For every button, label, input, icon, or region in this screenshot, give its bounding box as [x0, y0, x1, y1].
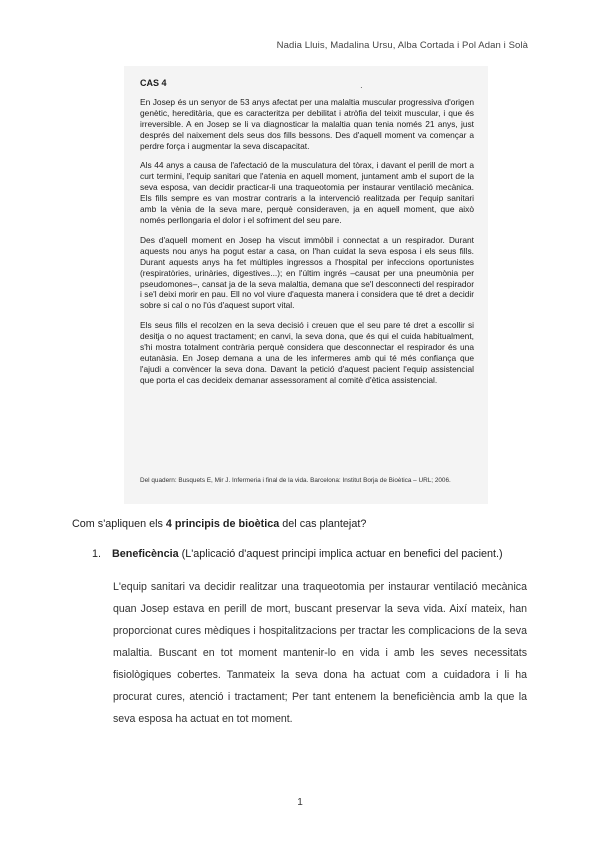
case-source-citation: Del quadern: Busquets E, Mir J. Infermeria i final de la vida. Barcelona: Institut Borja de Bioètica – URL; 2006. — [140, 477, 451, 484]
scanned-case-image — [124, 66, 488, 504]
page-header-authors: Nadia Lluis, Madalina Ursu, Alba Cortada i Pol Adan i Solà — [276, 40, 528, 51]
question-suffix: del cas plantejat? — [279, 518, 367, 530]
scanned-case-text — [140, 78, 474, 395]
list-item-beneficencia — [92, 548, 532, 560]
case-title: CAS 4 — [140, 78, 167, 88]
scan-dot: · — [360, 83, 363, 92]
list-item-description: (L'aplicació d'aquest principi implica actuar en benefici del pacient.) — [178, 548, 503, 560]
case-paragraph-4: Els seus fills el recolzen en la seva decisió i creuen que el seu pare té dret a escollir si desitja o no aquest tractament; en canvi, la seva dona, que és qui el cuida habitualment, s'hi mostra totalment contrària perquè considera que desconnectar el respirador és una eutanàsia. En Josep demana a una de les infermeres amb qui té més confiança que l'ajudi a convèncer la seva dona. Davant la petició d'aquest pacient l'equip assistencial que porta el cas decideix demanar assessorament al comitè d'ètica assistencial. — [140, 320, 474, 385]
page-number: 1 — [297, 797, 303, 808]
list-item-title: Beneficència — [112, 548, 179, 560]
case-paragraph-3: Des d'aquell moment en Josep ha viscut immòbil i connectat a un respirador. Durant aquests nou anys ha pogut estar a casa, on l'han cuidat la seva esposa i els seus fills. Durant aquests anys ha fet múltiples ingressos a l'hospital per infeccions oportunistes (respiratòries, urinàries, digestives...); en l'últim ingrés –causat per una pneumònia per pseudomones–, cansat ja de la seva malaltia, demana que se'l desconnecti del respirador i se'l deixi morir en pau. Ell no vol viure d'aquesta manera i considera que té dret a decidir sobre si cal o no l'ús d'aquest suport vital. — [140, 234, 474, 311]
beneficencia-explanation: L'equip sanitari va decidir realitzar una traqueotomia per instaurar ventilació mecànica quan Josep estava en perill de mort, buscant preservar la seva vida. Així mateix, han proporcionat cures mèdiques i hospitalitzacions per tractar les complicacions de la seva malaltia. Buscant en tot moment mantenir-lo en vida i amb les seves necessitats fisiològiques cobertes. Tanmateix la seva dona ha actuat com a cuidadora i li ha procurat cures, atenció i tractament; Per tant entenem la beneficiència amb la que la seva esposa ha actuat en tot moment. — [113, 581, 527, 725]
question-prefix: Com s'apliquen els — [72, 518, 166, 530]
case-paragraph-2: Als 44 anys a causa de l'afectació de la musculatura del tòrax, i davant el perill de mort a curt termini, l'equip sanitari que l'atenia en aquell moment, juntament amb el suport de la seva esposa, van decidir practicar-li una traqueotomia per instaurar ventilació mecànica. Els fills sempre es van mostrar contraris a la intervenció realitzada per l'equip sanitari amb la vènia de la seva mare, perquè consideraven, ja en aquell moment, que això només perllongaria el dolor i el sofriment del seu pare. — [140, 160, 474, 225]
list-item-number: 1. — [92, 548, 102, 560]
case-paragraph-1: En Josep és un senyor de 53 anys afectat per una malaltia muscular progressiva d'origen genètic, hereditària, que es caracteritza per debilitat i atròfia del teixit muscular, i que és irreversible. A en Josep se li va diagnosticar la malaltia quan tenia només 21 anys, just després del naixement dels seus dos fills bessons. Des d'aquell moment va començar a perdre força i augmentar la seva discapacitat. — [140, 96, 474, 151]
question-line — [72, 518, 542, 530]
question-bold: 4 principis de bioètica — [165, 518, 280, 530]
